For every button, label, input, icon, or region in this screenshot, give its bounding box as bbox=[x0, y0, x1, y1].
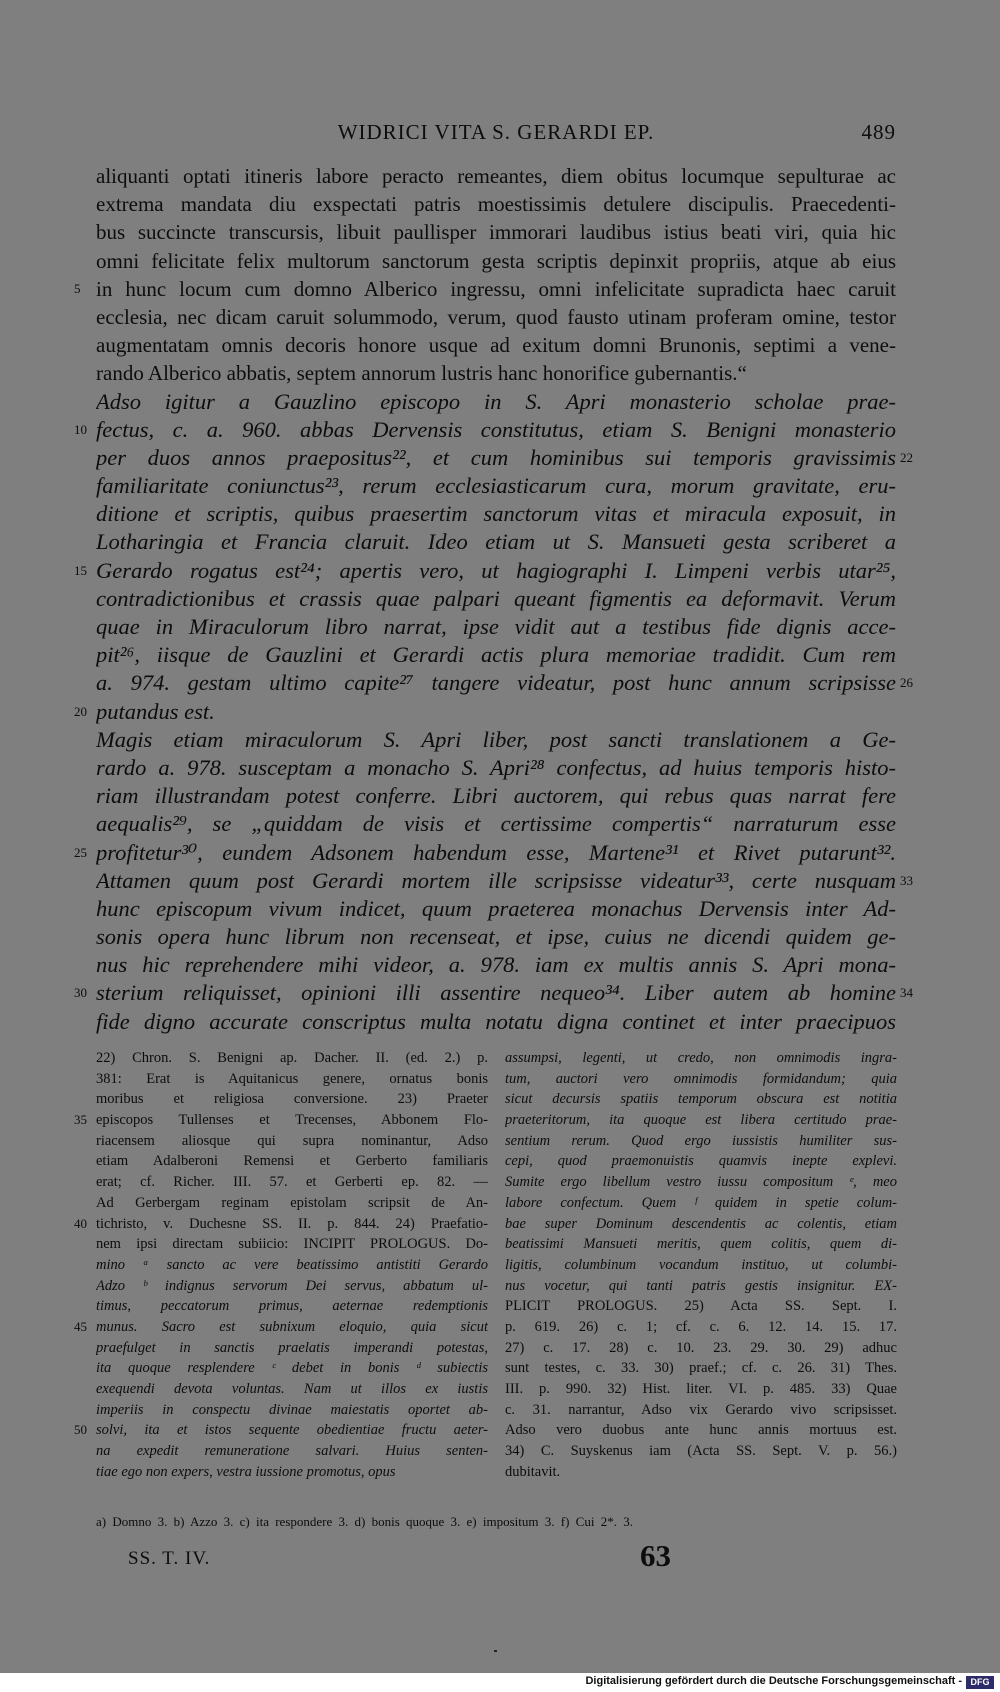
line-text: Gerardo rogatus est²⁴; apertis vero, ut hagiographi I. Limpeni verbis utar²⁵, bbox=[96, 557, 896, 583]
footnotes-left-column bbox=[74, 1048, 488, 1482]
line-text: pit²⁶, iisque de Gauzlini et Gerardi actis plura memoriae tradidit. Cum rem bbox=[96, 642, 896, 668]
text-line bbox=[0, 754, 1000, 782]
footnote-line bbox=[96, 1255, 488, 1276]
footnote-line bbox=[505, 1358, 897, 1379]
line-text: quae in Miraculorum libro narrat, ipse vidit aut a testibus fide dignis acce- bbox=[96, 614, 896, 639]
text-line bbox=[0, 839, 1000, 867]
footnote-line bbox=[96, 1131, 488, 1152]
line-text: profitetur³⁰, eundem Adsonem habendum esse, Martene³¹ et Rivet putarunt³². bbox=[96, 839, 896, 865]
footnote-text: Sumite ergo libellum vestro iussu compositum ᵉ, meo bbox=[505, 1174, 897, 1191]
line-text: omni felicitate felix multorum sanctorum gesta scriptis depinxit propriis, atque ab eius bbox=[96, 248, 896, 273]
footnote-line-number: 50 bbox=[74, 1422, 87, 1438]
footnote-line bbox=[96, 1151, 488, 1172]
footnote-text: praeteritorum, ita quoque est libera certitudo prae- bbox=[505, 1112, 897, 1129]
footnote-text: p. 619. 26) c. 1; cf. c. 6. 12. 14. 15. 17. bbox=[505, 1318, 897, 1335]
footnote-line bbox=[96, 1089, 488, 1110]
line-text: aequalis²⁹, se „quiddam de visis et certissime compertis“ narraturum esse bbox=[96, 811, 896, 837]
footnote-line bbox=[96, 1276, 488, 1297]
footnote-text: episcopos Tullenses et Trecenses, Abbonem Flo- bbox=[96, 1112, 488, 1129]
footnote-line bbox=[505, 1276, 897, 1297]
text-line bbox=[0, 416, 1000, 444]
line-text: rando Alberico abbatis, septem annorum lustris hanc honorifice gubernantis.“ bbox=[96, 361, 747, 386]
footnote-line bbox=[96, 1358, 488, 1379]
line-text: Adso igitur a Gauzlino episcopo in S. Apri monasterio scholae prae- bbox=[96, 388, 896, 414]
text-line bbox=[0, 923, 1000, 951]
line-text: hunc episcopum vivum indicet, quum praeterea monachus Dervensis inter Ad- bbox=[96, 895, 896, 921]
text-line bbox=[0, 528, 1000, 556]
footnote-line bbox=[505, 1234, 897, 1255]
text-line bbox=[0, 247, 1000, 275]
running-header bbox=[96, 120, 896, 150]
footnote-text: beatissimi Mansueti meritis, quem colitis, quem di- bbox=[505, 1236, 897, 1253]
line-text: sonis opera hunc librum non recenseat, et ipse, cuius ne dicendi quidem ge- bbox=[96, 924, 896, 950]
footnote-line bbox=[96, 1048, 488, 1069]
footnote-line bbox=[505, 1441, 897, 1462]
footnote-line bbox=[505, 1462, 897, 1483]
line-number: 30 bbox=[74, 985, 87, 1001]
margin-note-number: 34 bbox=[900, 985, 913, 1001]
text-line bbox=[0, 585, 1000, 613]
footnote-line bbox=[96, 1400, 488, 1421]
line-number: 20 bbox=[74, 703, 87, 719]
variant-readings: a) Domno 3. b) Azzo 3. c) ita respondere 3. d) bonis quoque 3. e) impositum 3. f) Cui 2*. 3. bbox=[96, 1514, 633, 1529]
footnote-text: tiae ego non expers, vestra iussione promotus, opus bbox=[96, 1463, 396, 1480]
footnote-line-number: 45 bbox=[74, 1318, 87, 1334]
footnote-line bbox=[96, 1338, 488, 1359]
sheet-number: 63 bbox=[640, 1538, 671, 1573]
main-text bbox=[0, 162, 1000, 1036]
footnote-text: III. p. 990. 32) Hist. liter. VI. p. 485. 33) Quae bbox=[505, 1381, 897, 1397]
footnote-line bbox=[505, 1193, 897, 1214]
line-text: a. 974. gestam ultimo capite²⁷ tangere videatur, post hunc annum scripsisse bbox=[96, 670, 896, 696]
text-line bbox=[0, 162, 1000, 190]
line-text: augmentatam omnis decoris honore usque ad exitum domni Brunonis, septimi a vene- bbox=[96, 333, 896, 358]
footnote-text: sicut decursis spatiis temporum obscura est notitia bbox=[505, 1091, 897, 1108]
footnote-line bbox=[505, 1420, 897, 1441]
footnote-text: nem ipsi directam subiicio: INCIPIT PROLOGUS. Do- bbox=[96, 1236, 488, 1253]
signature-mark: SS. T. IV. bbox=[128, 1548, 211, 1569]
footnote-text: c. 31. narrantur, Adso vix Gerardo vivo scripsisset. bbox=[505, 1401, 897, 1418]
line-text: ecclesia, nec dicam caruit solummodo, verum, quod fausto utinam proferam omine, testor bbox=[96, 304, 896, 329]
line-text: in hunc locum cum domno Alberico ingressu, omni infelicitate supradicta haec caruit bbox=[96, 276, 896, 301]
footnote-text: etiam Adalberoni Remensi et Gerberto familiaris bbox=[96, 1153, 488, 1170]
text-line bbox=[0, 951, 1000, 979]
text-line bbox=[0, 782, 1000, 810]
text-line bbox=[0, 472, 1000, 500]
text-line bbox=[0, 641, 1000, 669]
footnote-line bbox=[96, 1193, 488, 1214]
running-title: WIDRICI VITA S. GERARDI EP. bbox=[337, 120, 655, 144]
footnote-line bbox=[74, 1214, 488, 1235]
footnote-text: munus. Sacro est subnixum eloquio, quia sicut bbox=[96, 1318, 488, 1335]
footnote-text: 27) c. 17. 28) c. 10. 23. 29. 30. 29) adhuc bbox=[505, 1339, 897, 1356]
footnote-text: praefulget in sanctis praelatis imperandi potestas, bbox=[96, 1339, 488, 1356]
footer-bar bbox=[0, 1673, 1000, 1692]
text-line bbox=[0, 444, 1000, 472]
footnote-text: Ad Gerbergam reginam epistolam scripsit de An- bbox=[96, 1194, 488, 1211]
footnote-text: sentium rerum. Quod ergo iussistis humiliter sus- bbox=[505, 1132, 897, 1149]
footnote-text: 381: Erat is Aquitanicus genere, ornatus bonis bbox=[96, 1070, 488, 1087]
line-text: fide digno accurate conscriptus multa notatu digna continet et inter praecipuos bbox=[96, 1008, 896, 1034]
footnote-line bbox=[96, 1069, 488, 1090]
margin-note-number: 22 bbox=[900, 449, 913, 465]
footnote-text: tum, auctori vero omnimodis formidandum; quia bbox=[505, 1070, 897, 1087]
line-text: fectus, c. a. 960. abbas Dervensis constitutus, etiam S. Benigni monasterio bbox=[96, 416, 896, 442]
footnote-line bbox=[96, 1462, 488, 1483]
text-line bbox=[0, 1008, 1000, 1036]
footnote-text: mino ᵃ sancto ac vere beatissimo antistiti Gerardo bbox=[96, 1256, 488, 1273]
footnotes-right-column bbox=[505, 1048, 897, 1482]
footnote-line bbox=[505, 1338, 897, 1359]
text-line bbox=[0, 218, 1000, 246]
line-text: per duos annos praepositus²², et cum hominibus sui temporis gravissimis bbox=[96, 444, 896, 470]
footnote-line bbox=[96, 1172, 488, 1193]
footnote-text: riacensem aliosque qui supra nominantur, Adso bbox=[96, 1132, 488, 1149]
text-line bbox=[0, 303, 1000, 331]
footnote-text: ita quoque resplendere ᶜ debet in bonis ᵈ subiectis bbox=[96, 1360, 488, 1377]
line-text: rardo a. 978. susceptam a monacho S. Apri²⁸ confectus, ad huius temporis histo- bbox=[96, 754, 896, 780]
footnote-text: cepi, quod praemonuistis quamvis inepte explevi. bbox=[505, 1153, 897, 1170]
text-line bbox=[0, 331, 1000, 359]
footnote-text: 34) C. Suyskenus iam (Acta SS. Sept. V. p. 56.) bbox=[505, 1443, 897, 1460]
footnote-line bbox=[505, 1255, 897, 1276]
text-line bbox=[0, 867, 1000, 895]
line-text: bus succincte transcursis, libuit paullisper immorari laudibus istius beati viri, quia hic bbox=[96, 220, 896, 245]
line-text: ditione et scriptis, quibus praesertim sanctorum vitas et miracula exposuit, in bbox=[96, 501, 896, 527]
text-line bbox=[0, 557, 1000, 585]
footnote-text: labore confectum. Quem ᶠ quidem in spetie colum- bbox=[505, 1194, 897, 1211]
footnote-line bbox=[74, 1317, 488, 1338]
footnote-text: solvi, ita et istos sequente obedientiae fructu aeter- bbox=[96, 1422, 488, 1439]
line-text: familiaritate coniunctus²³, rerum ecclesiasticarum cura, morum gravitate, eru- bbox=[96, 473, 896, 499]
line-number: 10 bbox=[74, 421, 87, 437]
text-line bbox=[0, 190, 1000, 218]
footnote-line bbox=[74, 1420, 488, 1441]
line-text: contradictionibus et crassis quae palpari queant figmentis ea deformavit. Verum bbox=[96, 585, 896, 611]
footnote-text: sunt testes, c. 33. 30) praef.; cf. c. 26. 31) Thes. bbox=[505, 1360, 897, 1377]
footnote-line bbox=[505, 1131, 897, 1152]
page-number: 489 bbox=[861, 120, 896, 144]
footnote-line bbox=[74, 1110, 488, 1131]
line-text: Magis etiam miraculorum S. Apri liber, post sancti translationem a Ge- bbox=[96, 726, 896, 752]
text-line bbox=[0, 810, 1000, 838]
text-line bbox=[0, 500, 1000, 528]
footnote-line bbox=[505, 1317, 897, 1338]
footnote-line bbox=[505, 1110, 897, 1131]
dfg-logo: DFG bbox=[966, 1676, 994, 1689]
margin-note-number: 26 bbox=[900, 675, 913, 691]
footnote-text: na expedit remuneratione salvari. Huius senten- bbox=[96, 1443, 488, 1460]
text-line bbox=[0, 388, 1000, 416]
footnote-text: timus, peccatorum primus, aeternae redemptionis bbox=[96, 1298, 488, 1315]
margin-note-number: 33 bbox=[900, 872, 913, 888]
text-line bbox=[0, 698, 1000, 726]
footnote-line bbox=[505, 1069, 897, 1090]
text-line bbox=[0, 359, 1000, 387]
text-line bbox=[0, 979, 1000, 1007]
footnote-line bbox=[505, 1048, 897, 1069]
footnote-text: erat; cf. Richer. III. 57. et Gerberti ep. 82. — bbox=[96, 1174, 488, 1191]
line-text: riam illustrandam potest conferre. Libri auctorem, qui rebus quas narrat fere bbox=[96, 783, 896, 809]
footnote-line bbox=[96, 1441, 488, 1462]
footnote-text: assumpsi, legenti, ut credo, non omnimodis ingra- bbox=[505, 1050, 897, 1066]
text-line bbox=[0, 726, 1000, 754]
line-text: aliquanti optati itineris labore peracto remeantes, diem obitus locumque sepulturae ac bbox=[96, 164, 896, 188]
line-text: putandus est. bbox=[96, 698, 215, 724]
footnote-text: dubitavit. bbox=[505, 1463, 561, 1480]
footnote-line bbox=[96, 1296, 488, 1317]
footnote-line bbox=[505, 1151, 897, 1172]
line-number: 15 bbox=[74, 562, 87, 578]
footnote-text: exequendi devota voluntas. Nam ut illos ex iustis bbox=[96, 1381, 488, 1397]
text-line bbox=[0, 613, 1000, 641]
footnote-text: nus vocetur, qui tanti patris gestis insignitur. EX- bbox=[505, 1277, 897, 1294]
line-text: Lotharingia et Francia claruit. Ideo etiam ut S. Mansueti gesta scriberet a bbox=[96, 529, 896, 555]
footnote-text: ligitis, columbinum vocandum instituo, ut columbi- bbox=[505, 1256, 897, 1273]
line-text: sterium reliquisset, opinioni illi assentire nequeo³⁴. Liber autem ab homine bbox=[96, 980, 896, 1006]
footnote-line-number: 35 bbox=[74, 1112, 87, 1128]
line-text: Attamen quum post Gerardi mortem ille scripsisse videatur³³, certe nusquam bbox=[96, 867, 896, 893]
footnote-text: Adzo ᵇ indignus servorum Dei servus, abbatum ul- bbox=[96, 1277, 488, 1294]
footnote-text: bae super Dominum descendentis ac colentis, etiam bbox=[505, 1215, 897, 1232]
footnote-text: imperiis in conspectu divinae maiestatis oportet ab- bbox=[96, 1401, 488, 1418]
footnote-line bbox=[505, 1172, 897, 1193]
footnote-line bbox=[505, 1214, 897, 1235]
footnote-text: PLICIT PROLOGUS. 25) Acta SS. Sept. I. bbox=[505, 1298, 897, 1315]
footnote-line bbox=[505, 1296, 897, 1317]
footnote-text: tichristo, v. Duchesne SS. II. p. 844. 24) Praefatio- bbox=[96, 1215, 488, 1232]
footnote-line bbox=[96, 1234, 488, 1255]
speck bbox=[494, 1650, 497, 1652]
footnote-text: 22) Chron. S. Benigni ap. Dacher. II. (ed. 2.) p. bbox=[96, 1050, 488, 1066]
line-text: nus hic reprehendere mihi videor, a. 978. iam ex multis annis S. Apri mona- bbox=[96, 952, 896, 978]
line-number: 25 bbox=[74, 844, 87, 860]
footnote-line bbox=[505, 1400, 897, 1421]
text-line bbox=[0, 669, 1000, 697]
line-number: 5 bbox=[74, 280, 81, 296]
footnote-line bbox=[505, 1089, 897, 1110]
funding-credit: Digitalisierung gefördert durch die Deutsche Forschungsgemeinschaft - bbox=[585, 1675, 962, 1687]
footnote-text: moribus et religiosa conversione. 23) Praeter bbox=[96, 1091, 488, 1108]
text-line bbox=[0, 895, 1000, 923]
footnote-text: Adso vero duobus ante hunc annis mortuus est. bbox=[505, 1422, 897, 1439]
footnote-line bbox=[96, 1379, 488, 1400]
footnote-line-number: 40 bbox=[74, 1215, 87, 1231]
line-text: extrema mandata diu exspectati patris moestissimis detulere discipulis. Praecedenti- bbox=[96, 192, 896, 217]
text-line bbox=[0, 275, 1000, 303]
footnote-line bbox=[505, 1379, 897, 1400]
